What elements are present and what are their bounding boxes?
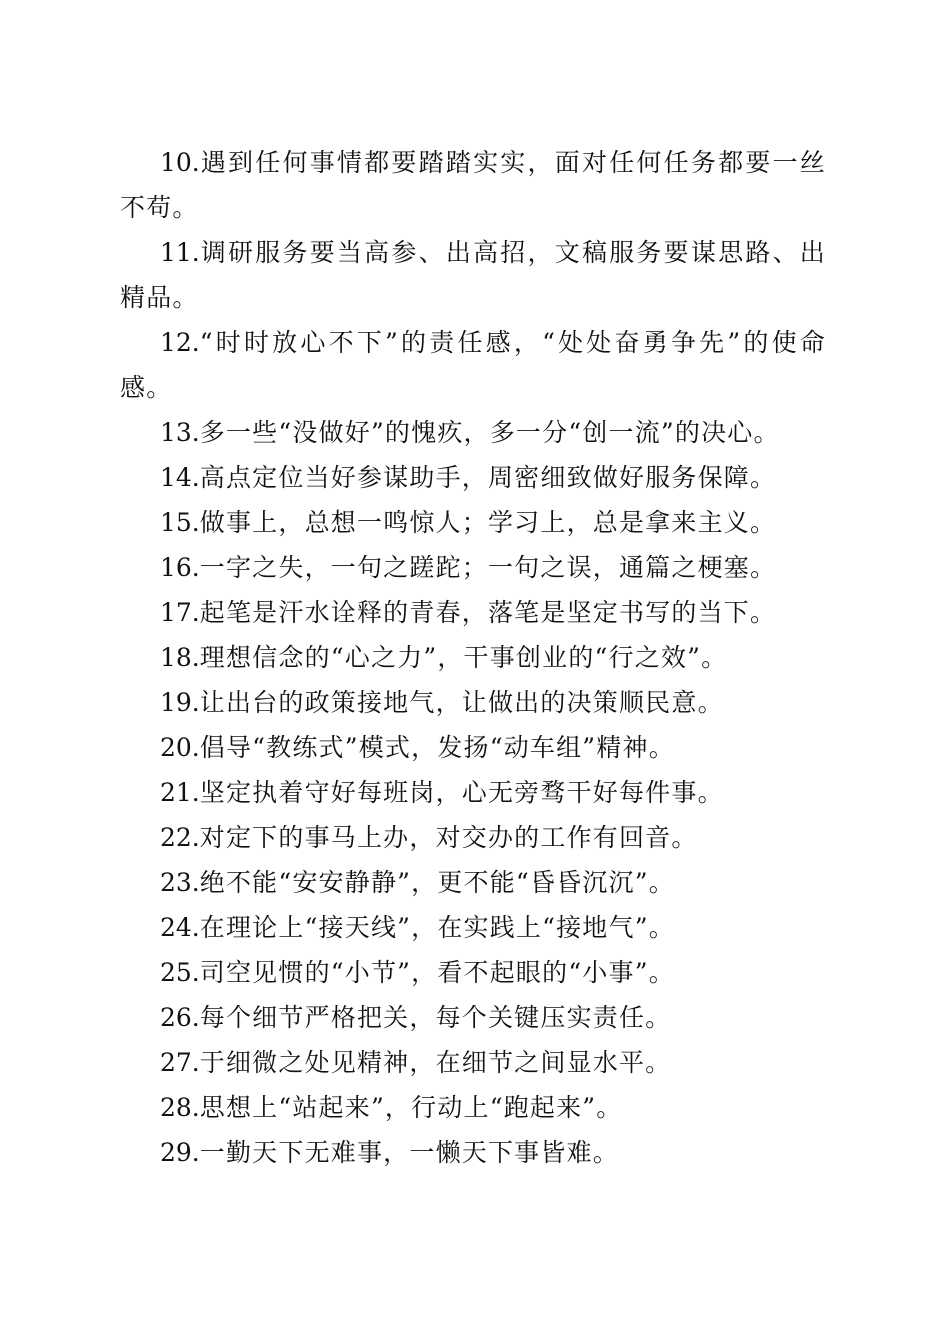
item-text: 在理论上“接天线”，在实践上“接地气”。	[199, 913, 675, 942]
item-text: 司空见惯的“小节”，看不起眼的“小事”。	[199, 958, 675, 987]
item-number: 29.	[160, 1138, 200, 1167]
item-number: 25.	[160, 958, 200, 987]
item-text: 坚定执着守好每班岗，心无旁骛干好每件事。	[199, 778, 724, 807]
list-item	[120, 590, 826, 635]
item-text: 做事上，总想一鸣惊人；学习上，总是拿来主义。	[199, 508, 777, 537]
list-item	[120, 1085, 826, 1130]
item-number: 22.	[160, 823, 200, 852]
item-text: 于细微之处见精神，在细节之间显水平。	[199, 1048, 672, 1077]
item-number: 19.	[160, 688, 200, 717]
item-number: 11.	[160, 238, 200, 267]
item-text: 一勤天下无难事，一懒天下事皆难。	[199, 1138, 619, 1167]
item-text: 每个细节严格把关，每个关键压实责任。	[199, 1003, 672, 1032]
list-item	[120, 995, 826, 1040]
list-item	[120, 1040, 826, 1085]
list-item	[120, 455, 826, 500]
item-text: 起笔是汗水诠释的青春，落笔是坚定书写的当下。	[199, 598, 777, 627]
item-text: 让出台的政策接地气，让做出的决策顺民意。	[199, 688, 724, 717]
list-item	[120, 860, 826, 905]
item-number: 23.	[160, 868, 200, 897]
item-text: 理想信念的“心之力”，干事创业的“行之效”。	[199, 643, 728, 672]
list-item	[120, 635, 826, 680]
item-number: 27.	[160, 1048, 200, 1077]
list-item	[120, 905, 826, 950]
item-number: 14.	[160, 463, 200, 492]
list-item	[120, 545, 826, 590]
item-text: 绝不能“安安静静”，更不能“昏昏沉沉”。	[199, 868, 675, 897]
item-text: 高点定位当好参谋助手，周密细致做好服务保障。	[199, 463, 777, 492]
list-item	[120, 140, 826, 230]
item-number: 21.	[160, 778, 200, 807]
document-body	[120, 140, 826, 1175]
list-item	[120, 320, 826, 410]
list-item	[120, 500, 826, 545]
list-item	[120, 410, 826, 455]
item-text: 一字之失，一句之蹉跎；一句之误，通篇之梗塞。	[199, 553, 777, 582]
list-item	[120, 770, 826, 815]
list-item	[120, 680, 826, 725]
item-number: 28.	[160, 1093, 200, 1122]
item-number: 17.	[160, 598, 200, 627]
item-number: 10.	[160, 148, 200, 177]
list-item	[120, 815, 826, 860]
item-text: 思想上“站起来”，行动上“跑起来”。	[199, 1093, 623, 1122]
item-number: 24.	[160, 913, 200, 942]
item-number: 16.	[160, 553, 200, 582]
list-item	[120, 1130, 826, 1175]
item-text: 调研服务要当高参、出高招，文稿服务要谋思路、出精品。	[120, 238, 826, 312]
item-text: 遇到任何事情都要踏踏实实，面对任何任务都要一丝不苟。	[120, 148, 826, 222]
item-text: 对定下的事马上办，对交办的工作有回音。	[199, 823, 698, 852]
item-text: “时时放心不下”的责任感，“处处奋勇争先”的使命感。	[120, 328, 826, 402]
item-number: 18.	[160, 643, 200, 672]
list-item	[120, 230, 826, 320]
item-number: 20.	[160, 733, 200, 762]
item-number: 15.	[160, 508, 200, 537]
list-item	[120, 725, 826, 770]
item-number: 13.	[160, 418, 200, 447]
item-number: 12.	[160, 328, 200, 357]
item-text: 多一些“没做好”的愧疚，多一分“创一流”的决心。	[199, 418, 780, 447]
item-text: 倡导“教练式”模式，发扬“动车组”精神。	[199, 733, 675, 762]
item-number: 26.	[160, 1003, 200, 1032]
list-item	[120, 950, 826, 995]
